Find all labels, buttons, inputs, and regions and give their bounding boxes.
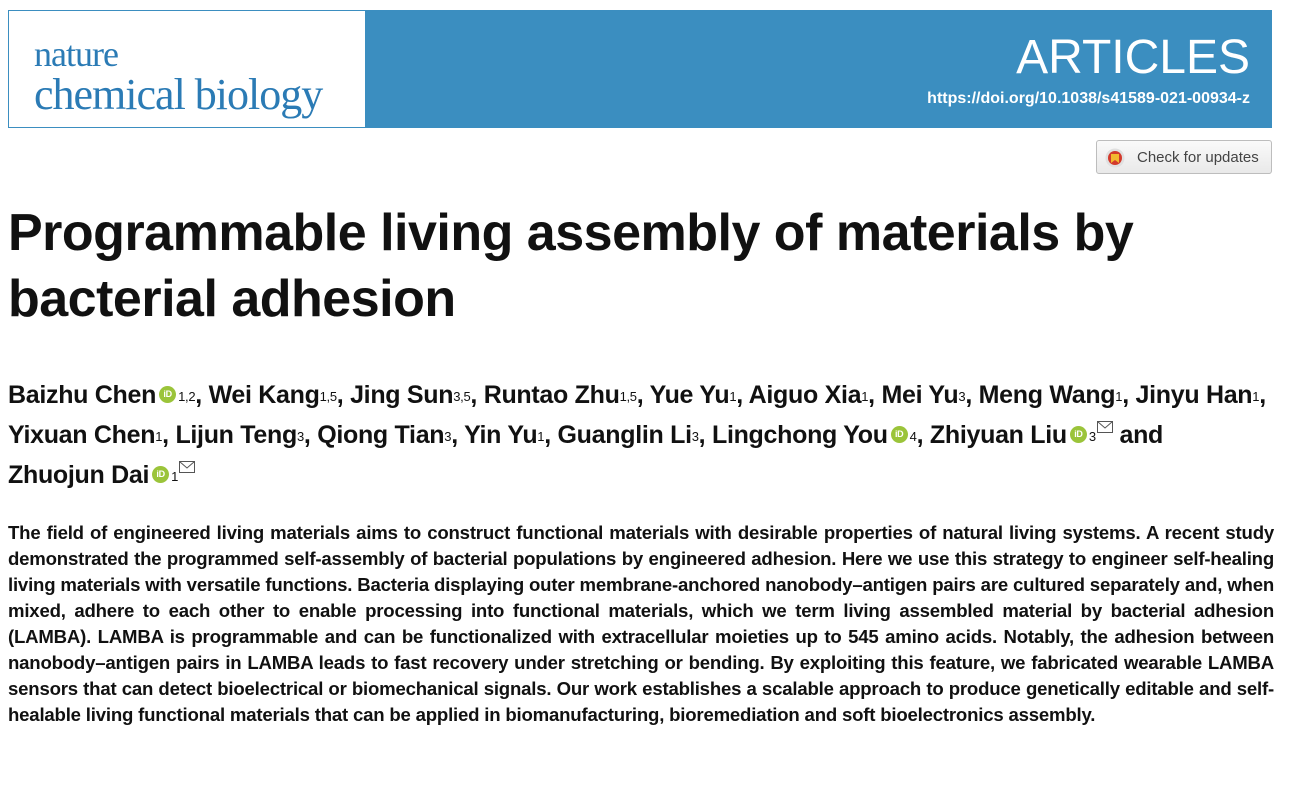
author-name-text: Lijun Teng bbox=[175, 421, 297, 449]
author-name-text: Aiguo Xia bbox=[748, 381, 862, 409]
author-name[interactable] bbox=[558, 421, 699, 449]
logo-line-nature: nature bbox=[34, 34, 118, 74]
author-separator: , bbox=[916, 421, 930, 449]
author-separator: , bbox=[636, 381, 650, 409]
author-separator: , bbox=[162, 421, 176, 449]
author-name[interactable] bbox=[749, 381, 869, 409]
author-name[interactable] bbox=[317, 421, 451, 449]
abstract: The field of engineered living materials aims to construct functional materials with desirable properties of natural living systems. A recent study demonstrated the programmed self-assembly of bacterial populations by engineered adhesion. Here we use this strategy to engineer self-healing living materials with versatile functions. Bacteria displaying outer membrane-anchored nanobody–antigen pairs are cultured separately and, when mixed, adhere to each other to enable processing into functional materials, which we term living assembled material by bacterial adhesion (LAMBA). LAMBA is programmable and can be functionalized with extracellular moieties up to 545 amino acids. Notably, the adhesion between nanobody–antigen pairs in LAMBA leads to fast recovery under stretching or bending. By exploiting this feature, we fabricated wearable LAMBA sensors that can detect bioelectrical or biomechanical signals. Our work establishes a scalable approach to produce genetically editable and self-healable living functional materials that can be applied in biomanufacturing, bioremediation and soft bioelectronics assembly. bbox=[8, 522, 1274, 725]
author-name[interactable] bbox=[979, 381, 1123, 409]
author-name-text: Jinyu Han bbox=[1135, 381, 1253, 409]
author-affiliation: 3 bbox=[691, 429, 699, 444]
author-affiliation: 3 bbox=[296, 429, 304, 444]
author-affiliation: 1 bbox=[729, 389, 737, 404]
author-name[interactable] bbox=[650, 381, 737, 409]
author-name-text: Yin Yu bbox=[464, 421, 538, 449]
author-name[interactable] bbox=[8, 381, 195, 409]
author-name-text: Yixuan Chen bbox=[8, 421, 156, 449]
author-separator: , bbox=[868, 381, 882, 409]
author-affiliation: 1 bbox=[1252, 389, 1260, 404]
author-name[interactable] bbox=[209, 381, 337, 409]
check-for-updates-button[interactable] bbox=[1096, 140, 1272, 174]
author-affiliation: 3 bbox=[1088, 429, 1096, 444]
author-affiliation: 1 bbox=[171, 469, 179, 484]
author-separator: , bbox=[451, 421, 465, 449]
author-name[interactable] bbox=[930, 421, 1113, 449]
author-name-text: Jing Sun bbox=[350, 381, 454, 409]
author-name-text: Runtao Zhu bbox=[483, 381, 620, 409]
author-name-text: Lingchong You bbox=[711, 421, 888, 449]
author-name-text: Qiong Tian bbox=[317, 421, 445, 449]
author-name[interactable] bbox=[175, 421, 303, 449]
author-separator: , bbox=[1122, 381, 1136, 409]
author-affiliation: 1 bbox=[155, 429, 163, 444]
check-for-updates-label: Check for updates bbox=[1137, 149, 1259, 166]
author-affiliation: 1,2 bbox=[178, 389, 196, 404]
author-separator: , bbox=[303, 421, 318, 449]
author-affiliation: 1,5 bbox=[619, 389, 637, 404]
author-name[interactable] bbox=[8, 461, 195, 489]
author-affiliation: 1 bbox=[1115, 389, 1123, 404]
author-name[interactable] bbox=[464, 421, 544, 449]
author-name-text: Baizhu Chen bbox=[8, 381, 157, 409]
author-name-text: Zhuojun Dai bbox=[8, 461, 150, 489]
author-name[interactable] bbox=[881, 381, 965, 409]
author-separator: and bbox=[1112, 421, 1164, 449]
article-type-label: ARTICLES bbox=[1016, 31, 1250, 84]
author-affiliation: 4 bbox=[909, 429, 917, 444]
crossmark-icon bbox=[1105, 148, 1125, 168]
author-separator: , bbox=[736, 381, 749, 409]
author-name-text: Yue Yu bbox=[649, 381, 730, 409]
author-name-text: Guanglin Li bbox=[557, 421, 692, 449]
author-name[interactable] bbox=[350, 381, 470, 409]
envelope-icon[interactable] bbox=[179, 461, 195, 473]
author-name[interactable] bbox=[1136, 381, 1260, 409]
author-affiliation: 1,5 bbox=[319, 389, 337, 404]
logo-line-chemical-biology: chemical biology bbox=[34, 70, 323, 119]
orcid-icon[interactable]: iD bbox=[152, 466, 169, 483]
orcid-icon[interactable]: iD bbox=[891, 426, 908, 443]
author-name-text: Meng Wang bbox=[978, 381, 1116, 409]
author-separator: , bbox=[470, 381, 484, 409]
author-separator: , bbox=[1259, 381, 1266, 409]
orcid-icon[interactable]: iD bbox=[159, 386, 176, 403]
author-separator: , bbox=[336, 381, 351, 409]
author-name-text: Zhiyuan Liu bbox=[929, 421, 1067, 449]
author-name-text: Wei Kang bbox=[208, 381, 320, 409]
article-title: Programmable living assembly of materials by bacterial adhesion bbox=[8, 204, 1134, 328]
author-affiliation: 3 bbox=[444, 429, 452, 444]
author-name[interactable] bbox=[8, 421, 162, 449]
author-list bbox=[8, 375, 1288, 495]
journal-logo[interactable] bbox=[8, 10, 366, 128]
author-affiliation: 1 bbox=[537, 429, 545, 444]
author-affiliation: 1 bbox=[861, 389, 869, 404]
author-affiliation: 3,5 bbox=[453, 389, 471, 404]
author-separator: , bbox=[698, 421, 712, 449]
author-affiliation: 3 bbox=[958, 389, 966, 404]
author-name-text: Mei Yu bbox=[881, 381, 959, 409]
author-separator: , bbox=[965, 381, 979, 409]
author-name[interactable] bbox=[712, 421, 917, 449]
journal-header-banner bbox=[8, 10, 1272, 128]
doi-link[interactable]: https://doi.org/10.1038/s41589-021-00934-z bbox=[927, 90, 1250, 107]
author-separator: , bbox=[195, 381, 209, 409]
author-separator: , bbox=[544, 421, 558, 449]
orcid-icon[interactable]: iD bbox=[1070, 426, 1087, 443]
envelope-icon[interactable] bbox=[1097, 421, 1113, 433]
author-name[interactable] bbox=[484, 381, 637, 409]
